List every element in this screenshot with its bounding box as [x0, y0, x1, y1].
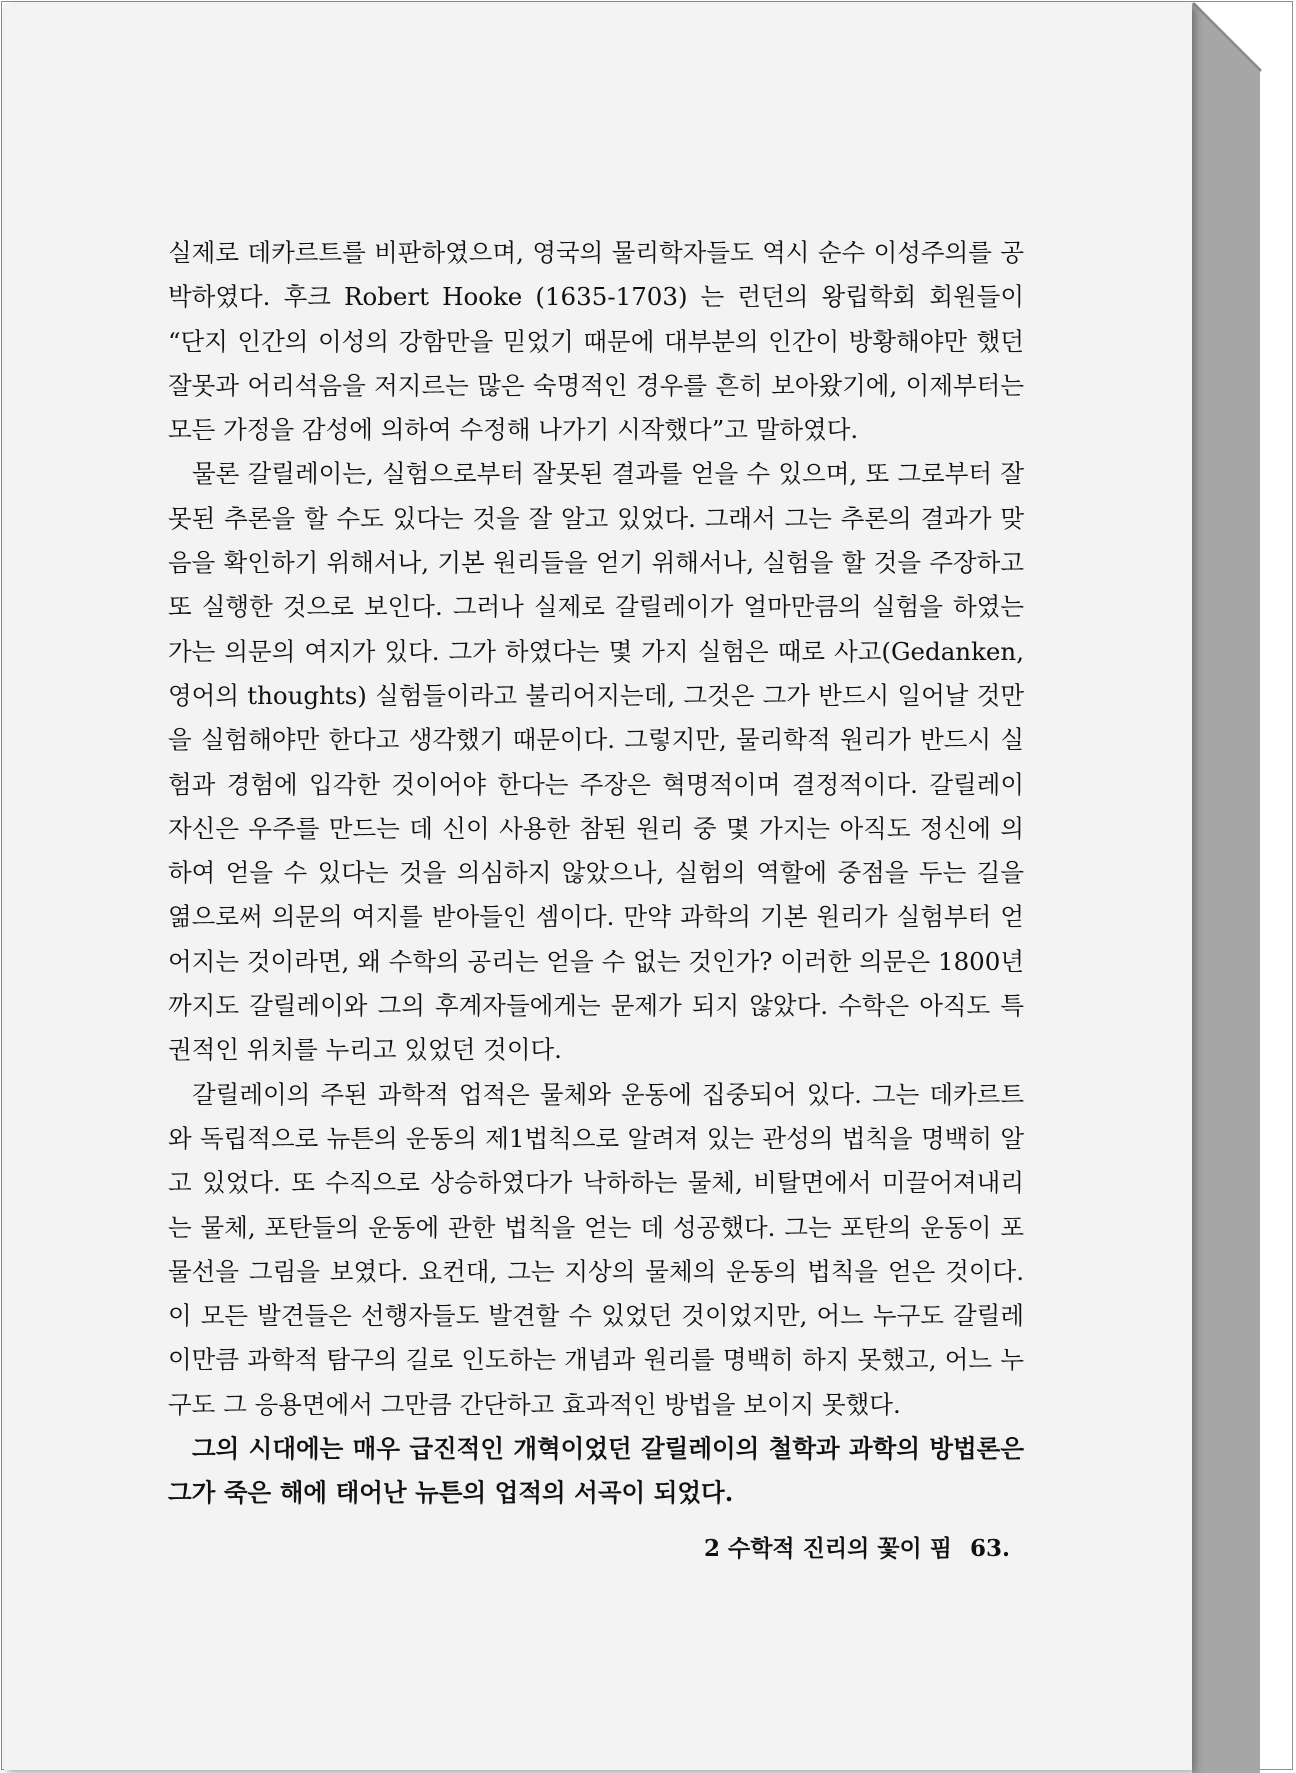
paragraph-3: 갈릴레이의 주된 과학적 업적은 물체와 운동에 집중되어 있다. 그는 데카르트와 독립적으로 뉴튼의 운동의 제1법칙으로 알려져 있는 관성의 법칙을 명백히 알고 있었다. 또 수직으로 상승하였다가 낙하하는 물체, 비탈면에서 미끌어져내리는 물체, 포탄들의 운동에 관한 법칙을 얻는 데 성공했다. 그는 포탄의 운동이 포물선을 그림을 보였다. 요컨대, 그는 지상의 물체의 운동의 법칙을 얻은 것이다. 이 모든 발견들은 선행자들도 발견할 수 있었던 것이었지만, 어느 누구도 갈릴레이만큼 과학적 탐구의 길로 인도하는 개념과 원리를 명백히 하지 못했고, 어느 누구도 그 응용면에서 그만큼 간단하고 효과적인 방법을 보이지 못했다.: [168, 1079, 1024, 1419]
body-text: [168, 231, 1024, 1516]
chapter-title: 2 수학적 진리의 꽃이 핌: [703, 1535, 952, 1562]
page-number: 63.: [969, 1535, 1010, 1562]
page-footer: [680, 1530, 1010, 1563]
paragraph-4: 그의 시대에는 매우 급진적인 개혁이었던 갈릴레이의 철학과 과학의 방법론은 그가 죽은 해에 태어난 뉴튼의 업적의 서곡이 되었다.: [168, 1434, 1024, 1508]
paragraph-1: 실제로 데카르트를 비판하였으며, 영국의 물리학자들도 역시 순수 이성주의를 공박하였다. 후크 Robert Hooke (1635-1703) 는 런던의 왕립학회 회원들이 “단지 인간의 이성의 강함만을 믿었기 때문에 대부분의 인간이 방황해야만 했던 잘못과 어리석음을 저지르는 많은 숙명적인 경우를 흔히 보아왔기에, 이제부터는 모든 가정을 감성에 의하여 수정해 나가기 시작했다”고 말하였다.: [168, 238, 1024, 445]
paragraph-2: 물론 갈릴레이는, 실험으로부터 잘못된 결과를 얻을 수 있으며, 또 그로부터 잘못된 추론을 할 수도 있다는 것을 잘 알고 있었다. 그래서 그는 추론의 결과가 맞음을 확인하기 위해서나, 기본 원리들을 얻기 위해서나, 실험을 할 것을 주장하고 또 실행한 것으로 보인다. 그러나 실제로 갈릴레이가 얼마만큼의 실험을 하였는가는 의문의 여지가 있다. 그가 하였다는 몇 가지 실험은 때로 사고(Gedanken, 영어의 thoughts) 실험들이라고 불리어지는데, 그것은 그가 반드시 일어날 것만을 실험해야만 한다고 생각했기 때문이다. 그렇지만, 물리학적 원리가 반드시 실험과 경험에 입각한 것이어야 한다는 주장은 혁명적이며 결정적이다. 갈릴레이 자신은 우주를 만드는 데 신이 사용한 참된 원리 중 몇 가지는 아직도 정신에 의하여 얻을 수 있다는 것을 의심하지 않았으나, 실험의 역할에 중점을 두는 길을 엶으로써 의문의 여지를 받아들인 셈이다. 만약 과학의 기본 원리가 실험부터 얻어지는 것이라면, 왜 수학의 공리는 얻을 수 없는 것인가? 이러한 의문은 1800년까지도 갈릴레이와 그의 후계자들에게는 문제가 되지 않았다. 수학은 아직도 특권적인 위치를 누리고 있었던 것이다.: [168, 459, 1024, 1065]
